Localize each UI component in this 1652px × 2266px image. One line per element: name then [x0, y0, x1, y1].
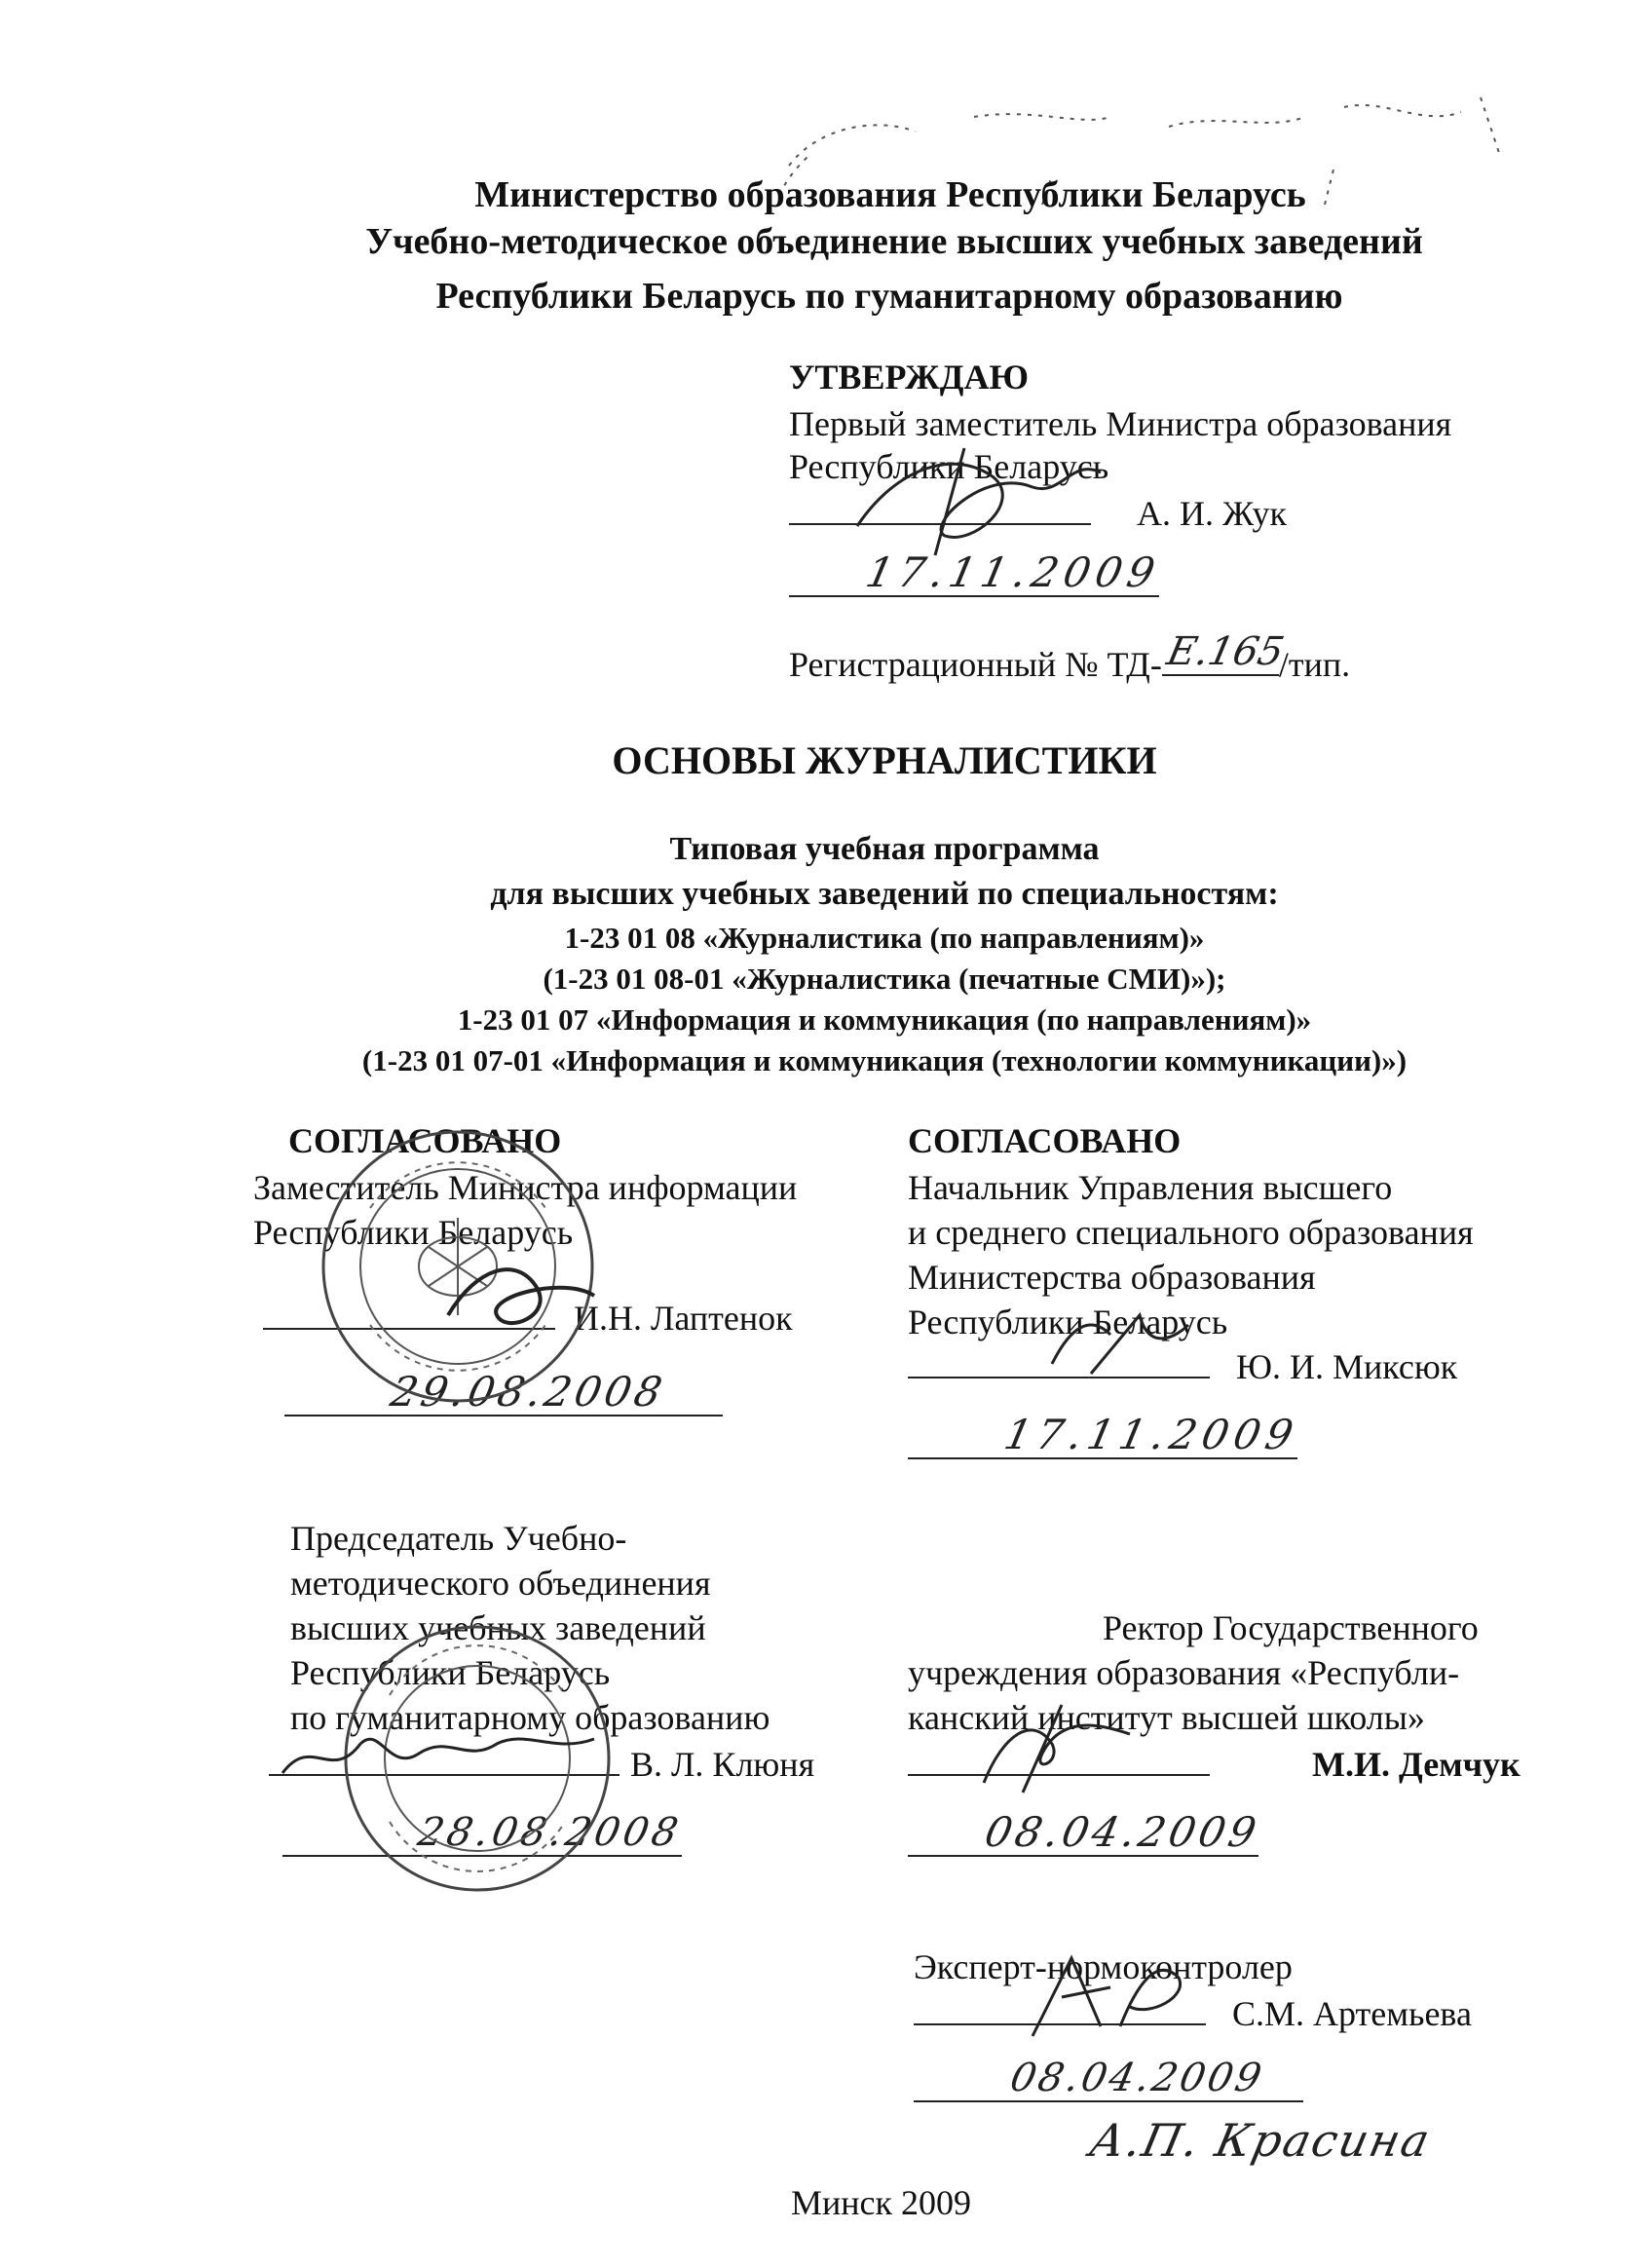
expert-line-1: Эксперт-нормоконтролер — [914, 1947, 1293, 1986]
rector-date: 08.04.2009 — [980, 1808, 1264, 1856]
chair-line-3: высших учебных заведений — [290, 1608, 706, 1647]
approval-name: А. И. Жук — [1137, 494, 1287, 533]
rector-name: М.И. Демчук — [1312, 1745, 1521, 1784]
expert-handwritten-note: А.П. Красина — [1085, 2114, 1437, 2167]
agreed-right-name: Ю. И. Миксюк — [1236, 1347, 1458, 1386]
registration-suffix: /тип. — [1278, 645, 1351, 684]
chair-line-1: Председатель Учебно- — [290, 1519, 627, 1558]
rector-line-3: канский институт высшей школы» — [908, 1698, 1425, 1737]
approval-date: 17.11.2009 — [861, 548, 1165, 596]
approval-position-line-2: Республики Беларусь — [789, 447, 1109, 486]
agreed-right-date: 17.11.2009 — [999, 1411, 1303, 1458]
specialty-1: 1-23 01 08 «Журналистика (по направлениям)» — [564, 921, 1205, 955]
chair-signature — [273, 1715, 643, 1807]
chair-name: В. Л. Клюня — [630, 1745, 815, 1784]
chair-line-5: по гуманитарному образованию — [290, 1698, 770, 1737]
rector-line-1: Ректор Государственного — [1103, 1608, 1479, 1647]
approval-position-line-1: Первый заместитель Министра образования — [789, 404, 1452, 443]
agreed-left-signature — [429, 1237, 623, 1359]
rector-date-line — [908, 1808, 1264, 1868]
ministry-name: Министерство образования Республики Беларусь — [474, 174, 1306, 215]
document-title: ОСНОВЫ ЖУРНАЛИСТИКИ — [612, 738, 1157, 782]
agreed-right-signature — [1032, 1296, 1208, 1398]
program-line-2: для высших учебных заведений по специальностям: — [490, 876, 1279, 912]
approval-heading: УТВЕРЖДАЮ — [789, 358, 1030, 397]
expert-date-line — [914, 2056, 1303, 2113]
registration-label: Регистрационный № ТД- — [789, 645, 1162, 684]
approval-date-line — [789, 548, 1165, 608]
rector-line-2: учреждения образования «Республи- — [908, 1653, 1460, 1692]
association-line-2: Республики Беларусь по гуманитарному образованию — [435, 276, 1343, 317]
agreed-right-line-3: Министерства образования — [908, 1258, 1316, 1297]
expert-name: С.М. Артемьева — [1232, 1994, 1472, 2033]
chair-date: 28.08.2008 — [414, 1810, 686, 1855]
agreed-left-line-1: Заместитель Министра информации — [253, 1168, 798, 1207]
chair-line-2: методического объединения — [290, 1564, 711, 1603]
chair-line-4: Республики Беларусь — [290, 1653, 611, 1692]
agreed-right-line-2: и среднего специального образования — [908, 1213, 1474, 1252]
agreed-left-heading: СОГЛАСОВАНО — [288, 1121, 562, 1160]
registration-number-line — [789, 629, 1351, 687]
registration-number: Е.165 — [1162, 629, 1288, 674]
agreed-right-date-line — [908, 1411, 1303, 1470]
agreed-right-heading: СОГЛАСОВАНО — [908, 1121, 1182, 1160]
program-line-1: Типовая учебная программа — [669, 831, 1100, 867]
agreed-left-line-2: Республики Беларусь — [253, 1213, 574, 1252]
expert-date: 08.04.2009 — [1006, 2056, 1268, 2100]
agreed-left-date: 29.08.2008 — [386, 1368, 670, 1416]
rector-signature — [964, 1695, 1159, 1807]
specialty-2: 1-23 01 07 «Информация и коммуникация (по направлениям)» — [457, 1002, 1312, 1037]
association-line-1: Учебно-методическое объединение высших учебных заведений — [365, 221, 1423, 262]
agreed-right-line-1: Начальник Управления высшего — [908, 1168, 1393, 1207]
expert-signature — [1013, 1939, 1208, 2060]
agreed-left-name: И.Н. Лаптенок — [574, 1299, 793, 1338]
footer-city-year: Минск 2009 — [791, 2183, 972, 2222]
specialty-2-sub: (1-23 01 07-01 «Информация и коммуникация (технологии коммуникации)») — [361, 1043, 1408, 1077]
specialty-1-sub: (1-23 01 08-01 «Журналистика (печатные СМИ)»); — [543, 962, 1226, 996]
agreed-right-line-4: Республики Беларусь — [908, 1303, 1228, 1341]
